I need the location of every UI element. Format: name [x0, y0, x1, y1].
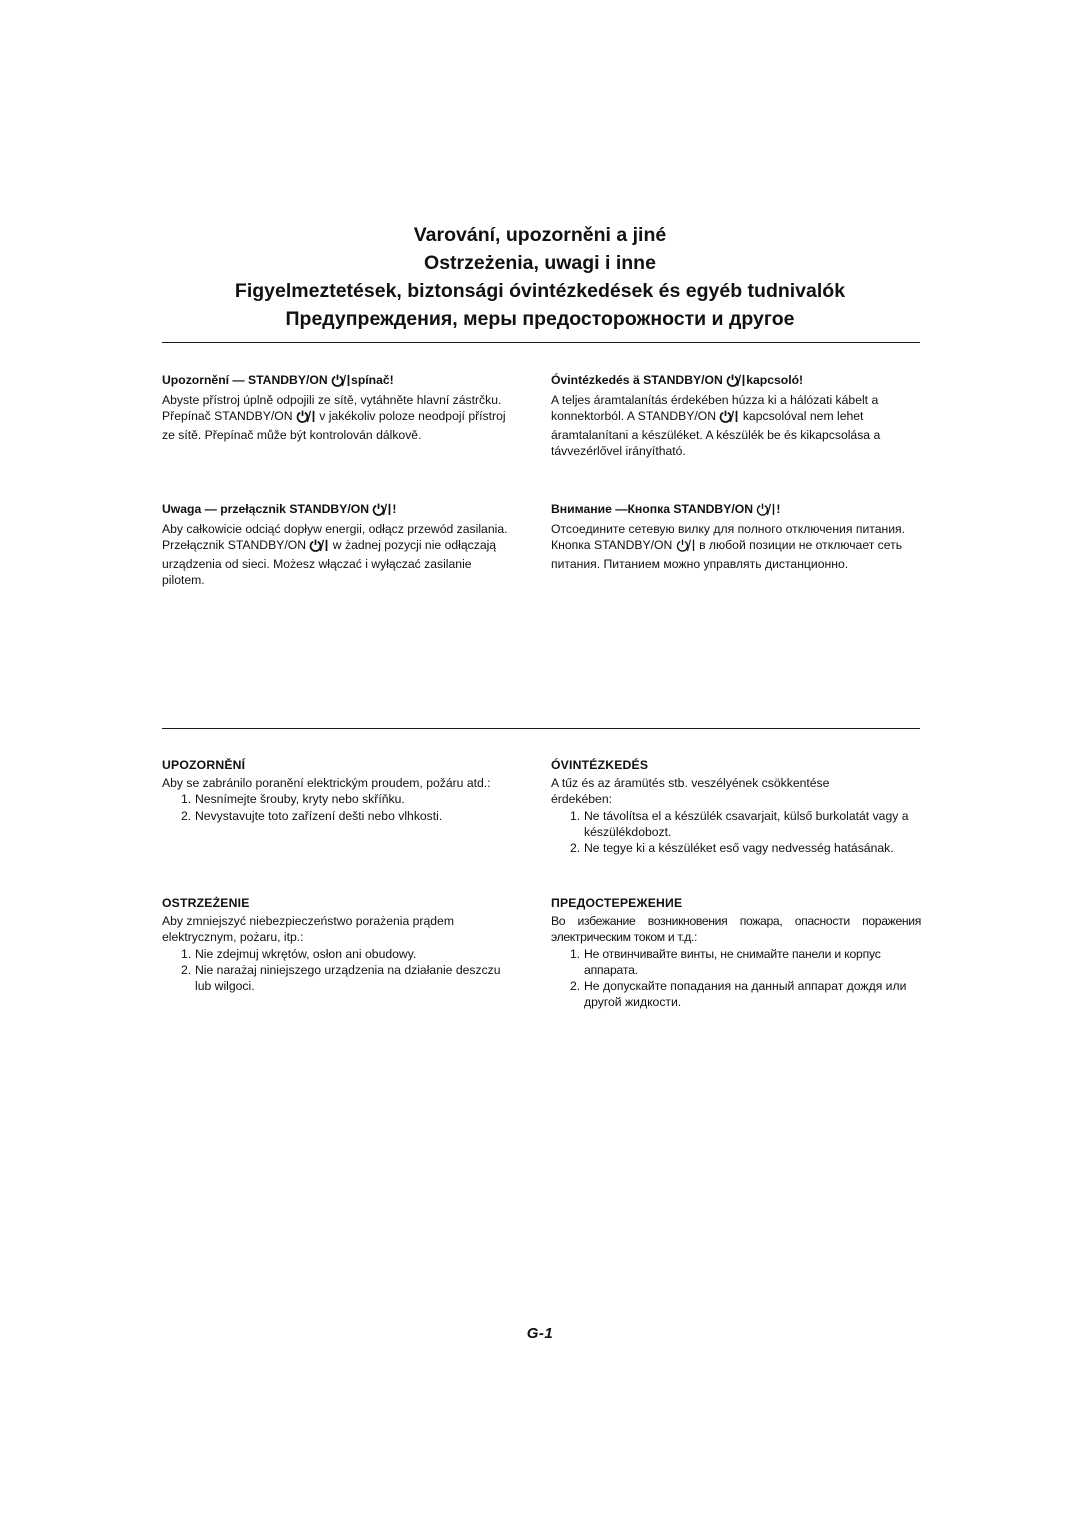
divider-top — [162, 342, 920, 343]
caution-hungarian-list — [551, 808, 921, 857]
title-czech: Varování, upozorněni a jiné — [413, 224, 667, 246]
caution-russian-list — [551, 946, 921, 1011]
caution-hungarian-heading: ÓVINTÉZKEDÉS — [551, 758, 649, 772]
standby-hungarian-body: A teljes áramtalanítás érdekében húzza ki a hálózati kábelt a konnektorból. A STANDBY/ON kapcsolóval nem lehet áramtalanítani a készüléket. A készülék be és kikapcsolása a távvezérlővel irányítható. — [551, 393, 881, 458]
list-item: 2. Nevystavujte toto zařízení dešti nebo vlhkosti. — [181, 808, 443, 823]
caution-czech-list — [162, 791, 510, 823]
power-icon — [309, 539, 329, 555]
list-item: 1. Nesnímejte šrouby, kryty nebo skříňku. — [181, 792, 405, 807]
page-number: G-1 — [526, 1325, 554, 1342]
standby-polish-heading: Uwaga — przełącznik STANDBY/ON ! — [162, 501, 514, 519]
caution-polish-heading: OSTRZEŻENIE — [162, 896, 250, 910]
caution-polish-intro: Aby zmniejszyć niebezpieczeństwo porażenia prądem elektrycznym, pożaru, itp.: — [162, 914, 454, 945]
power-icon — [372, 503, 392, 519]
standby-czech — [162, 372, 514, 443]
caution-polish-list — [162, 946, 502, 995]
standby-hungarian-heading: Óvintézkedés ä STANDBY/ON kapcsoló! — [551, 372, 921, 390]
list-item: 2. Ne tegye ki a készüléket eső vagy nedvesség hatásának. — [570, 841, 894, 856]
list-item: 1. Ne távolítsa el a készülék csavarjait, külső burkolatát vagy a készülékdobozt. — [570, 808, 909, 839]
title-block — [0, 221, 1080, 333]
list-item: 2. Не допускайте попадания на данный аппарат дождя или другой жидкости. — [570, 979, 907, 1010]
standby-czech-body: Abyste přístroj úplně odpojili ze sítě, vytáhněte hlavní zástrčku. Přepínač STANDBY/ON v jakékoliv poloze neodpojí přístroj ze sítě. Přepínač může být kontrolován dálkově. — [162, 393, 506, 442]
power-icon — [676, 539, 696, 555]
power-icon — [331, 374, 351, 390]
divider-middle — [162, 728, 920, 729]
power-icon — [719, 410, 739, 426]
title-polish: Ostrzeżenia, uwagi i inne — [424, 252, 656, 274]
standby-polish-body: Aby całkowicie odciąć dopływ energii, odłącz przewód zasilania. Przełącznik STANDBY/ON w żadnej pozycji nie odłączają urządzenia od sieci. Możesz włączać i wyłączać zasilanie pilotem. — [162, 522, 508, 587]
standby-russian — [551, 501, 921, 572]
standby-hungarian — [551, 372, 921, 459]
standby-polish — [162, 501, 514, 588]
power-icon — [756, 503, 776, 519]
list-item: 1. Не отвинчивайте винты, не снимайте панели и корпус аппарата. — [570, 946, 881, 977]
title-hungarian: Figyelmeztetések, biztonsági óvintézkedések és egyéb tudnivalók — [234, 280, 846, 302]
caution-hungarian — [551, 757, 921, 856]
caution-polish — [162, 895, 502, 994]
standby-russian-body: Отсоедините сетевую вилку для полного отключения питания. Кнопка STANDBY/ON в любой позиции не отключает сеть питания. Питанием можно управлять дистанционно. — [551, 522, 906, 571]
caution-czech-intro: Aby se zabránilo poranění elektrickým proudem, požáru atd.: — [162, 776, 491, 791]
standby-czech-heading: Upozornění — STANDBY/ON spínač! — [162, 372, 514, 390]
title-russian: Предупреждения, меры предосторожности и другое — [285, 308, 795, 330]
caution-hungarian-intro: A tűz és az áramütés stb. veszélyének csökkentése érdekében: — [551, 776, 830, 807]
list-item: 1. Nie zdejmuj wkrętów, osłon ani obudowy. — [181, 946, 417, 961]
caution-russian — [551, 895, 921, 1010]
list-item: 2. Nie narażaj niniejszego urządzenia na działanie deszczu lub wilgoci. — [181, 962, 501, 994]
caution-czech — [162, 757, 510, 824]
standby-russian-heading: Внимание —Кнопка STANDBY/ON ! — [551, 501, 921, 519]
caution-russian-intro: Во избежание возникновения пожара, опасности поражения электрическим током и т.д.: — [551, 914, 921, 945]
caution-czech-heading: UPOZORNĚNÍ — [162, 758, 246, 772]
power-icon — [726, 374, 746, 390]
power-icon — [296, 410, 316, 426]
caution-russian-heading: ПРЕДОСТЕРЕЖЕНИЕ — [551, 896, 683, 910]
